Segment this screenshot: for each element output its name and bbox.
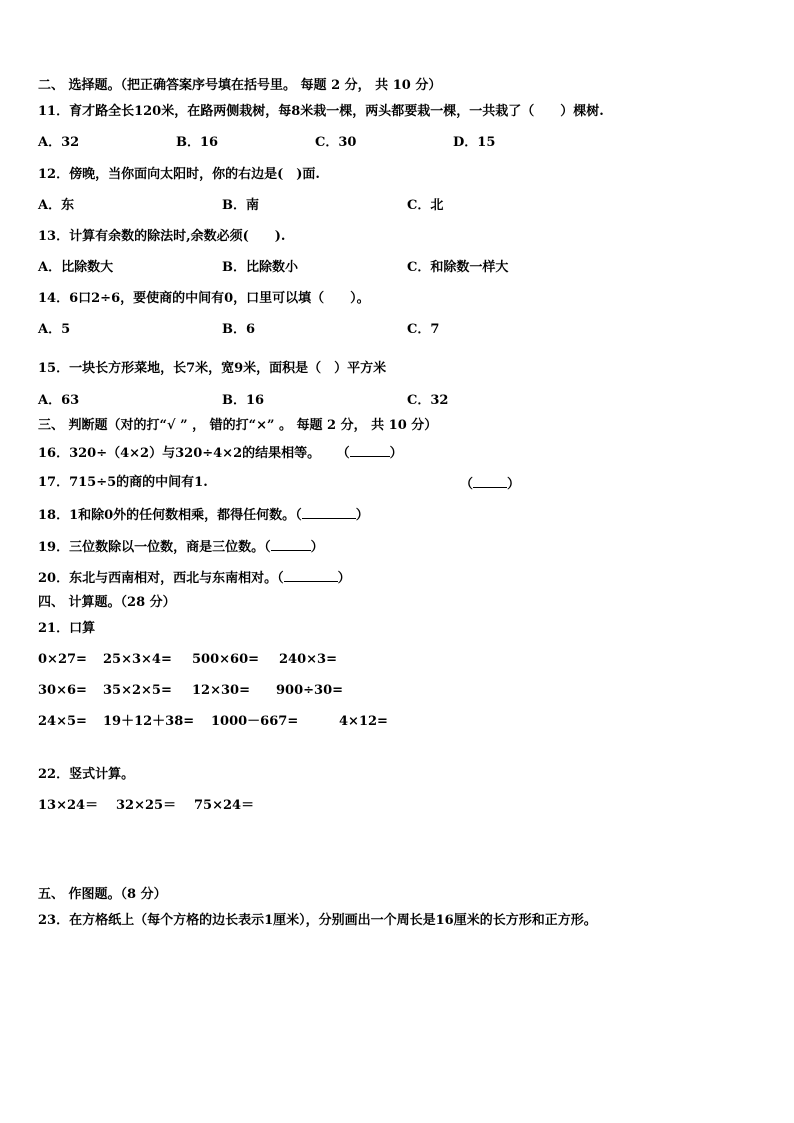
q20-close-paren: ） (337, 571, 351, 586)
question-23-stem: 23．在方格纸上（每个方格的边长表示1厘米），分别画出一个周长是16厘米的长方形和正方形。 (38, 913, 597, 928)
question-14-stem: 14．6口2÷6，要使商的中间有0，口里可以填（ ）。 (38, 291, 370, 306)
q16-answer-blank[interactable] (350, 444, 390, 457)
question-11-stem: 11．育才路全长120米，在路两侧栽树，每8米栽一棵，两头都要栽一棵，一共栽了（ ）棵树. (38, 104, 604, 119)
q20-open-paren: （ (277, 571, 284, 586)
q12-option-c: C．北 (407, 198, 444, 213)
vertical-calc-item: 13×24＝ (38, 798, 99, 813)
q11-option-a: A．32 (38, 135, 80, 150)
mental-math-item: 35×2×5= (103, 683, 172, 698)
question-20-stem: 20．东北与西南相对，西北与东南相对。 (38, 571, 278, 586)
question-16 (38, 444, 403, 462)
question-21-title: 21．口算 (38, 621, 96, 636)
q19-close-paren: ） (310, 540, 324, 555)
q19-answer-blank[interactable] (271, 538, 311, 551)
mental-math-item: 24×5= (38, 714, 87, 729)
question-18 (38, 506, 369, 524)
section-3-heading: 三、 判断题（对的打“√ ” ， 错的打“×” 。 每题 2 分， 共 10 分） (38, 418, 438, 433)
q13-option-b: B．比除数小 (222, 260, 298, 275)
question-17-answer (460, 475, 520, 493)
q18-close-paren: ） (355, 508, 369, 523)
question-19-stem: 19．三位数除以一位数，商是三位数。 (38, 540, 265, 555)
q18-answer-blank[interactable] (302, 506, 356, 519)
q11-option-b: B．16 (176, 135, 219, 150)
q18-open-paren: （ (295, 508, 302, 523)
section-4-heading: 四、 计算题。（28 分） (38, 595, 176, 610)
question-17-stem: 17．715÷5的商的中间有1. (38, 475, 208, 490)
q11-option-c: C．30 (315, 135, 357, 150)
q16-close-paren: ） (389, 446, 403, 461)
vertical-calc-item: 75×24＝ (194, 798, 255, 813)
mental-math-item: 500×60= (192, 652, 260, 667)
mental-math-item: 0×27= (38, 652, 87, 667)
question-12-stem: 12．傍晚，当你面向太阳时，你的右边是( )面. (38, 167, 320, 182)
q20-answer-blank[interactable] (284, 569, 338, 582)
mental-math-item: 240×3= (279, 652, 337, 667)
q19-open-paren: （ (264, 540, 271, 555)
question-18-stem: 18．1和除0外的任何数相乘，都得任何数。 (38, 508, 296, 523)
section-2-heading: 二、 选择题。（把正确答案序号填在括号里。 每题 2 分， 共 10 分） (38, 78, 442, 93)
q14-option-c: C．7 (407, 322, 440, 337)
mental-math-item: 1000－667= (211, 714, 299, 729)
mental-math-item: 12×30= (192, 683, 250, 698)
question-13-stem: 13．计算有余数的除法时,余数必须( ). (38, 229, 286, 244)
q11-option-d: D．15 (453, 135, 496, 150)
question-19 (38, 538, 324, 556)
mental-math-item: 19＋12＋38= (103, 714, 195, 729)
mental-math-item: 4×12= (339, 714, 388, 729)
q17-open-paren: （ (460, 477, 474, 492)
q13-option-c: C．和除数一样大 (407, 260, 509, 275)
mental-math-item: 900÷30= (276, 683, 344, 698)
vertical-calc-item: 32×25＝ (116, 798, 177, 813)
q14-option-b: B．6 (222, 322, 256, 337)
q12-option-a: A．东 (38, 198, 75, 213)
q13-option-a: A．比除数大 (38, 260, 114, 275)
q15-option-a: A．63 (38, 393, 80, 408)
section-5-heading: 五、 作图题。（8 分） (38, 887, 167, 902)
q12-option-b: B．南 (222, 198, 259, 213)
q17-close-paren: ） (507, 477, 521, 492)
q15-option-c: C．32 (407, 393, 449, 408)
q16-open-paren: （ (336, 446, 350, 461)
question-20 (38, 569, 351, 587)
question-16-stem: 16．320÷（4×2）与320÷4×2的结果相等。 (38, 446, 321, 461)
question-22-title: 22．竖式计算。 (38, 767, 135, 782)
question-15-stem: 15．一块长方形菜地，长7米，宽9米，面积是（ ）平方米 (38, 361, 387, 376)
q14-option-a: A．5 (38, 322, 71, 337)
q17-answer-blank[interactable] (473, 475, 507, 488)
q15-option-b: B．16 (222, 393, 265, 408)
mental-math-item: 30×6= (38, 683, 87, 698)
mental-math-item: 25×3×4= (103, 652, 172, 667)
